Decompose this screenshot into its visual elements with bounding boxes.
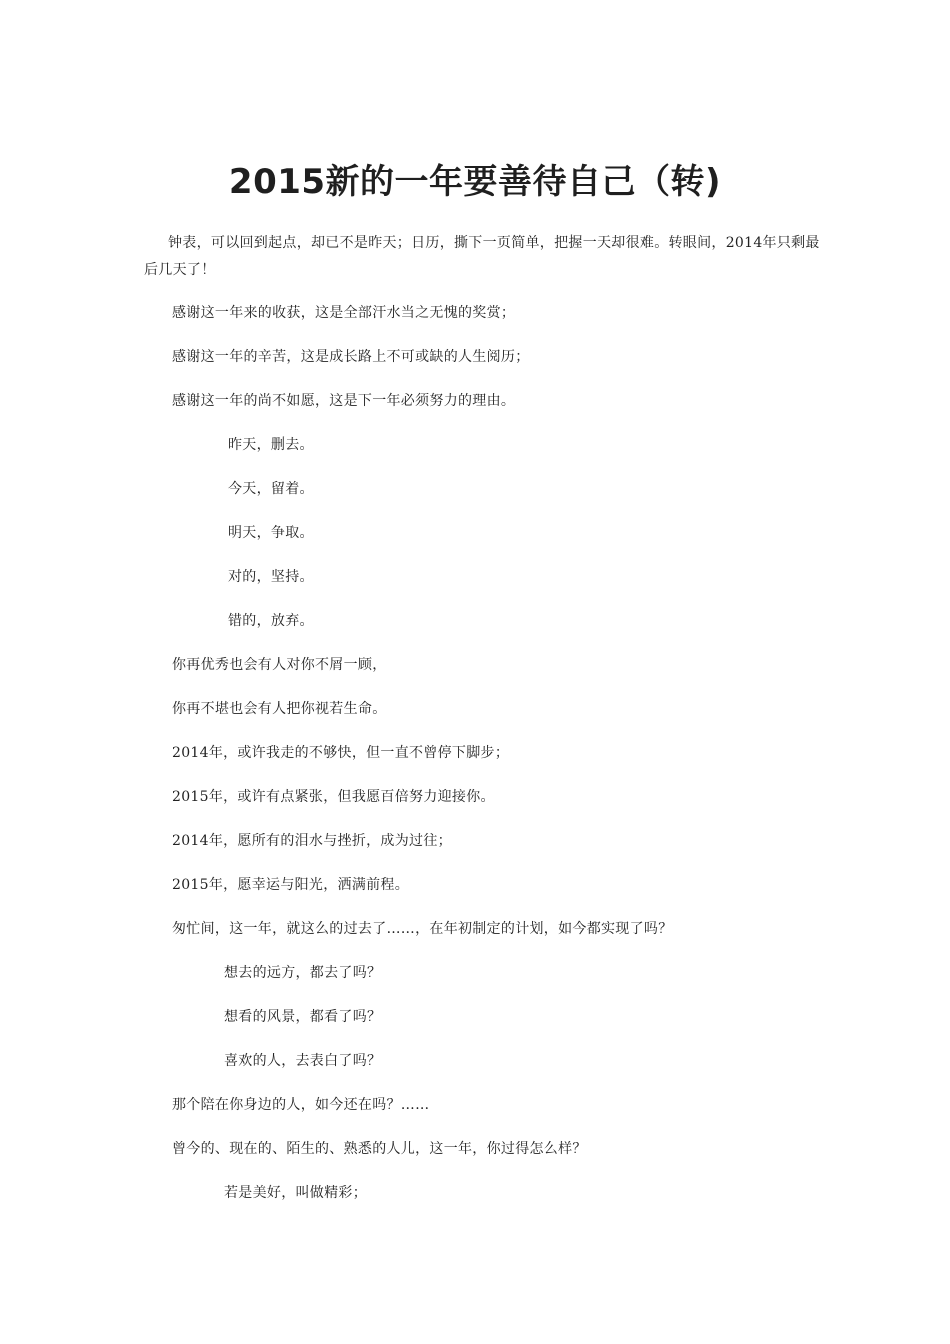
intro-paragraph: 钟表，可以回到起点，却已不是昨天；日历，撕下一页简单，把握一天却很难。转眼间，2014年只剩最后几天了！ — [144, 235, 820, 278]
text-line: 想看的风景，都看了吗？ — [224, 1009, 382, 1025]
text-line: 感谢这一年的辛苦，这是成长路上不可或缺的人生阅历； — [172, 349, 530, 365]
text-line: 错的，放弃。 — [228, 613, 314, 629]
text-line: 那个陪在你身边的人，如今还在吗？…… — [172, 1097, 430, 1113]
text-line: 2015年，愿幸运与阳光，洒满前程。 — [172, 877, 410, 893]
text-line: 2014年，或许我走的不够快，但一直不曾停下脚步； — [172, 745, 510, 761]
text-line: 曾今的、现在的、陌生的、熟悉的人儿，这一年，你过得怎么样？ — [172, 1141, 587, 1157]
document-title: 2015新的一年要善待自己（转) — [228, 162, 722, 202]
text-line: 感谢这一年的尚不如愿，这是下一年必须努力的理由。 — [172, 393, 516, 409]
text-line: 今天，留着。 — [228, 481, 314, 497]
text-line: 2015年，或许有点紧张，但我愿百倍努力迎接你。 — [172, 789, 495, 805]
text-line: 昨天，删去。 — [228, 437, 314, 453]
text-line: 匆忙间，这一年，就这么的过去了……，在年初制定的计划，如今都实现了吗？ — [172, 921, 673, 937]
text-line: 对的，坚持。 — [228, 569, 314, 585]
text-line: 你再不堪也会有人把你视若生命。 — [172, 701, 387, 717]
text-line: 明天，争取。 — [228, 525, 314, 541]
text-line: 若是美好，叫做精彩； — [224, 1185, 367, 1201]
text-line: 2014年，愿所有的泪水与挫折，成为过往； — [172, 833, 452, 849]
text-line: 你再优秀也会有人对你不屑一顾， — [172, 657, 387, 673]
text-line: 想去的远方，都去了吗？ — [224, 965, 382, 981]
text-line: 感谢这一年来的收获，这是全部汗水当之无愧的奖赏； — [172, 305, 516, 321]
text-line: 喜欢的人，去表白了吗？ — [224, 1053, 382, 1069]
